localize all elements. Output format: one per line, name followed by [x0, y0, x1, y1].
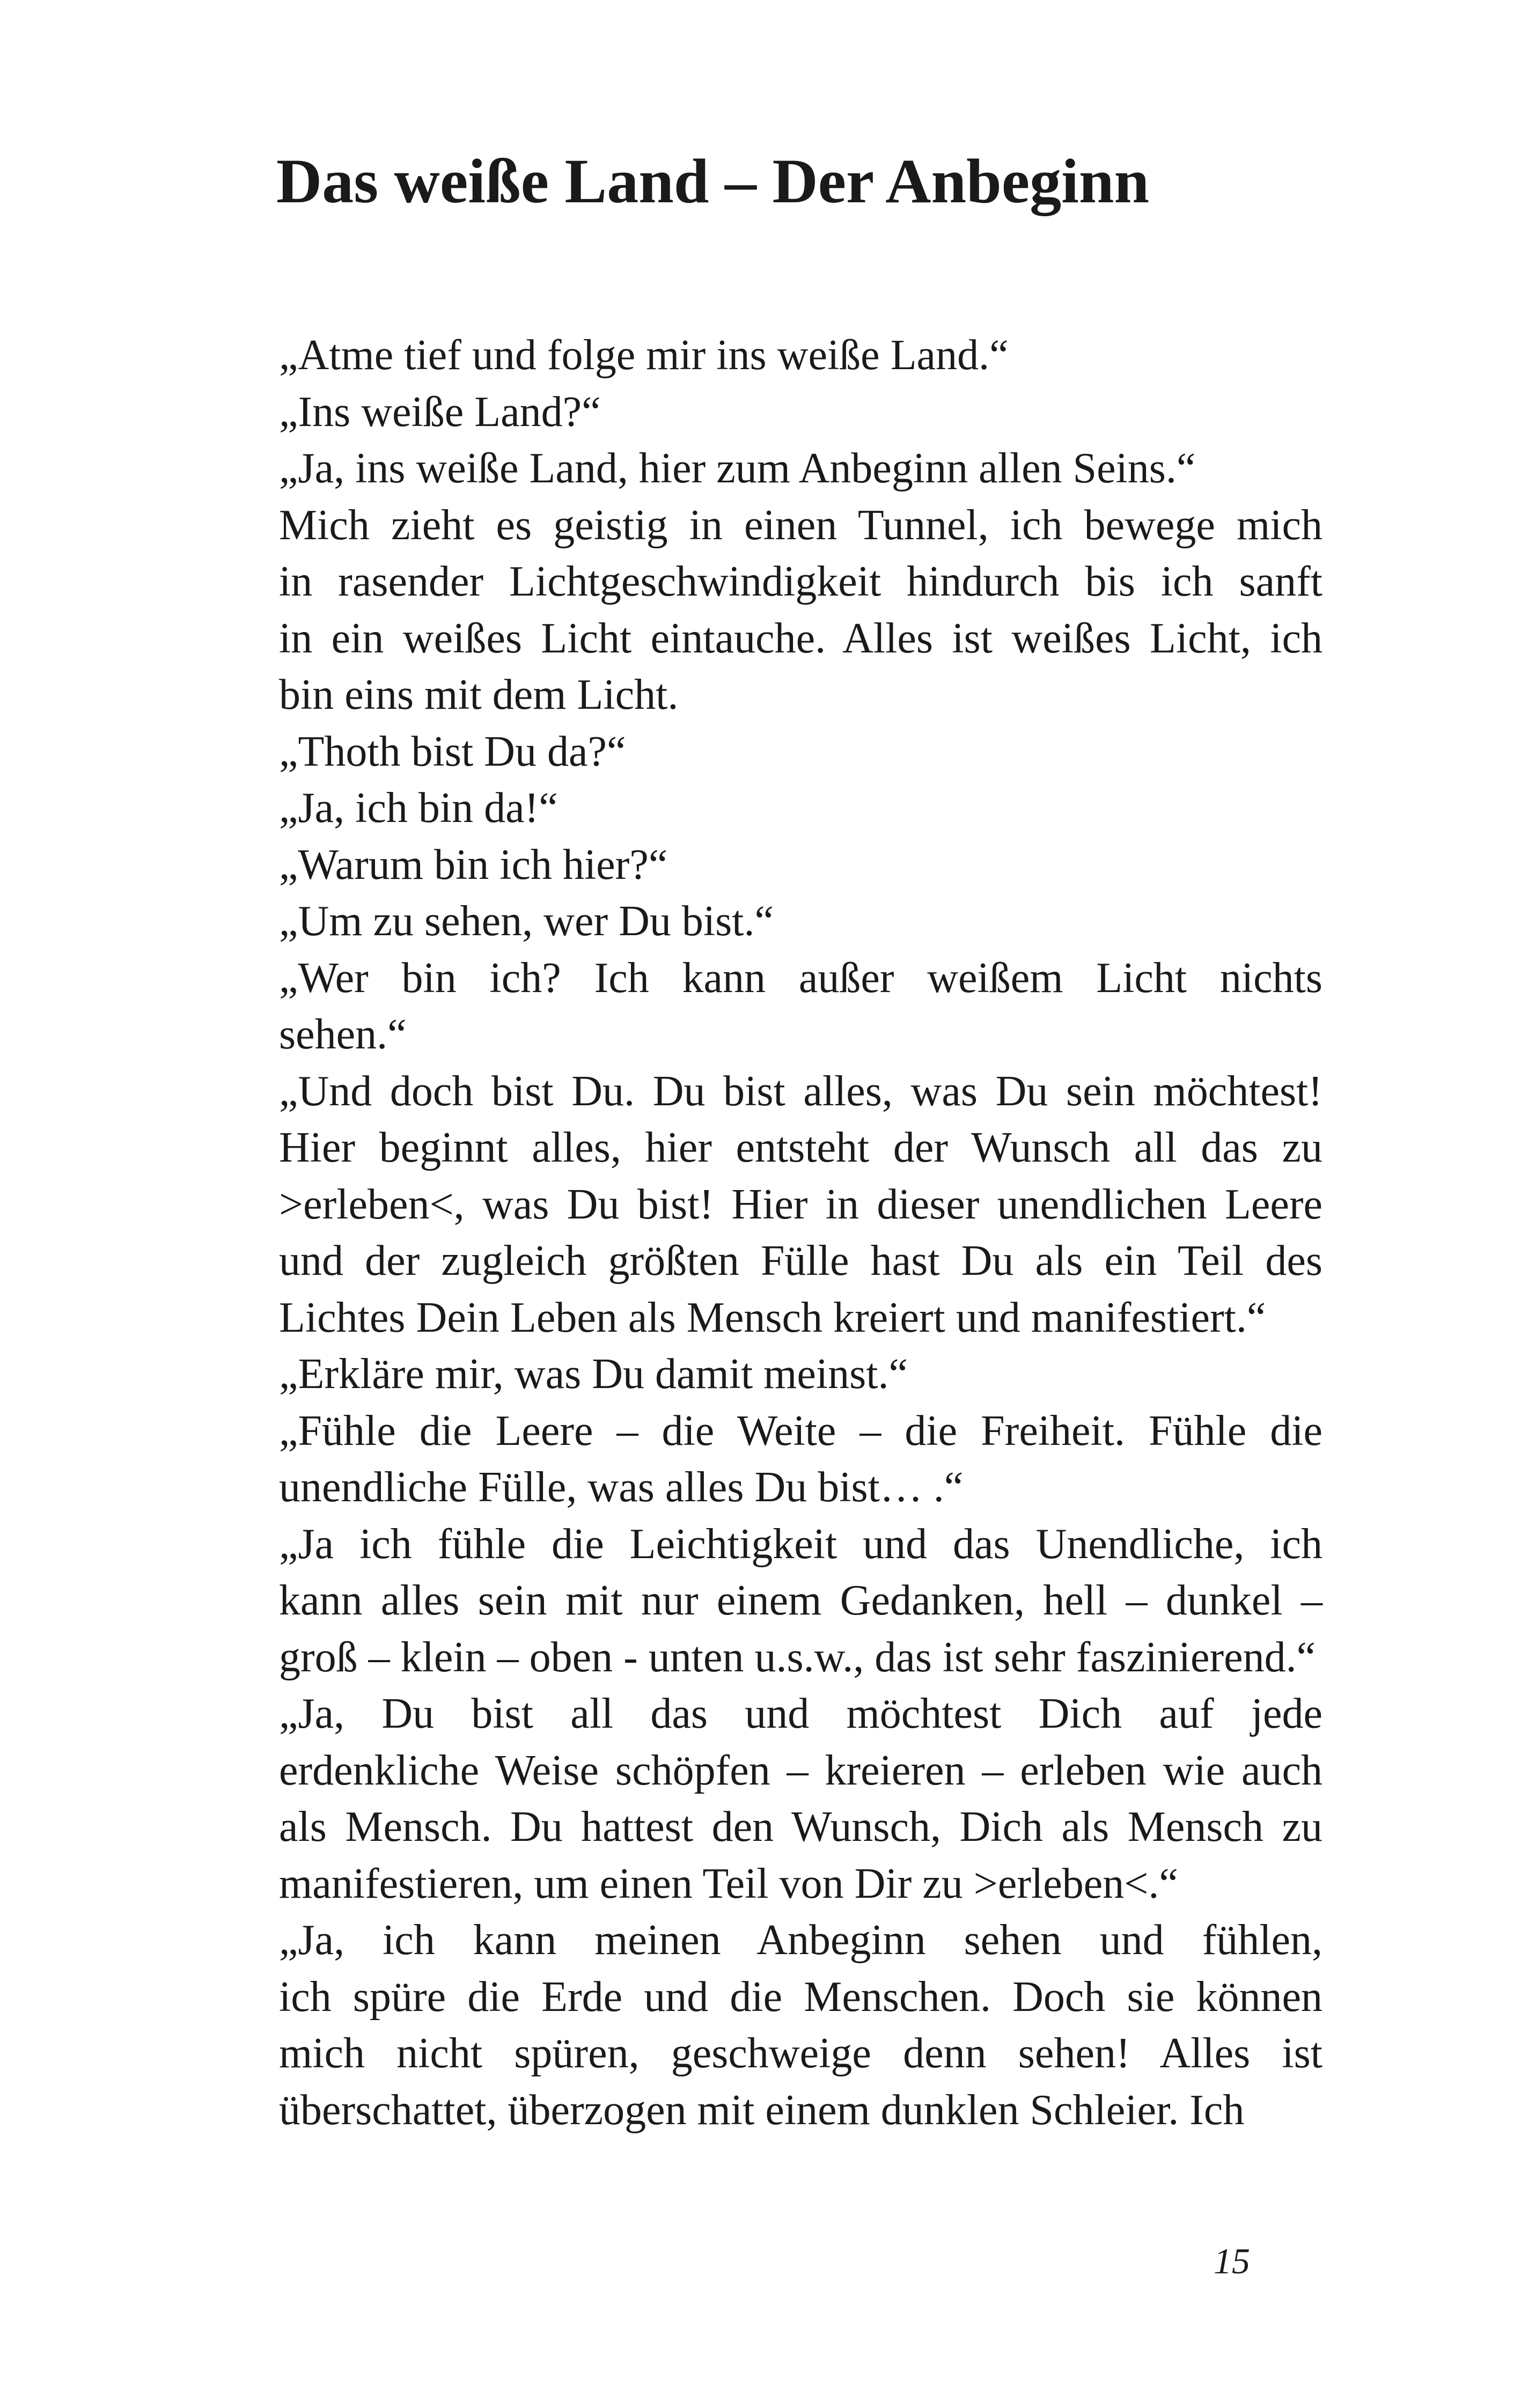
paragraph — [228, 893, 1322, 950]
paragraph — [228, 497, 1322, 724]
text-line: „Ja, ich bin da!“ — [279, 784, 558, 832]
paragraph — [228, 1912, 1322, 2139]
text-line: erdenkliche Weise schöpfen – kreieren – erleben wie auch — [279, 1746, 1322, 1794]
paragraph — [228, 1686, 1322, 1912]
text-line: „Um zu sehen, wer Du bist.“ — [279, 898, 774, 945]
text-line: in ein weißes Licht eintauche. Alles ist weißes Licht, ich — [279, 614, 1322, 662]
text-line: in rasender Lichtgeschwindigkeit hindurch bis ich sanft — [279, 558, 1322, 605]
text-line: „Erkläre mir, was Du damit meinst.“ — [279, 1350, 908, 1398]
paragraph — [228, 780, 1322, 837]
text-line: überschattet, überzogen mit einem dunklen Schleier. Ich — [279, 2086, 1245, 2134]
body-text — [228, 327, 1322, 2139]
text-line: kann alles sein mit nur einem Gedanken, hell – dunkel – — [279, 1577, 1322, 1624]
text-line: „Wer bin ich? Ich kann außer weißem Licht nichts — [279, 954, 1322, 1002]
paragraph — [228, 837, 1322, 894]
paragraph — [228, 1346, 1322, 1403]
text-line: Hier beginnt alles, hier entsteht der Wunsch all das zu — [279, 1124, 1322, 1171]
chapter-title: Das weiße Land – Der Anbeginn — [276, 146, 1150, 216]
text-line: sehen.“ — [279, 1011, 407, 1058]
text-line: und der zugleich größten Fülle hast Du als ein Teil des — [279, 1237, 1322, 1284]
text-line: „Thoth bist Du da?“ — [279, 728, 626, 775]
text-line: unendliche Fülle, was alles Du bist… .“ — [279, 1464, 964, 1511]
text-line: „Ja, ins weiße Land, hier zum Anbeginn allen Seins.“ — [279, 445, 1196, 492]
text-line: als Mensch. Du hattest den Wunsch, Dich als Mensch zu — [279, 1803, 1322, 1851]
paragraph — [228, 1516, 1322, 1686]
text-line: Mich zieht es geistig in einen Tunnel, ich bewege mich — [279, 501, 1322, 549]
text-line: „Warum bin ich hier?“ — [279, 841, 668, 889]
page-number: 15 — [1214, 2241, 1250, 2281]
paragraph — [228, 1403, 1322, 1516]
text-line: >erleben<, was Du bist! Hier in dieser unendlichen Leere — [279, 1180, 1322, 1228]
paragraph — [228, 950, 1322, 1063]
text-line: bin eins mit dem Licht. — [279, 671, 679, 718]
text-line: „Ja, ich kann meinen Anbeginn sehen und fühlen, — [279, 1917, 1322, 1964]
text-line: „Ins weiße Land?“ — [279, 388, 601, 436]
text-line: Lichtes Dein Leben als Mensch kreiert und manifestiert.“ — [279, 1294, 1266, 1341]
text-line: groß – klein – oben - unten u.s.w., das ist sehr faszinierend.“ — [279, 1633, 1316, 1681]
text-line: „Und doch bist Du. Du bist alles, was Du sein möchtest! — [279, 1067, 1322, 1115]
paragraph — [228, 441, 1322, 497]
paragraph — [228, 1063, 1322, 1347]
text-line: manifestieren, um einen Teil von Dir zu >erleben<.“ — [279, 1860, 1178, 1907]
paragraph — [228, 724, 1322, 781]
text-line: „Ja, Du bist all das und möchtest Dich auf jede — [279, 1690, 1322, 1737]
text-line: ich spüre die Erde und die Menschen. Doch sie können — [279, 1973, 1322, 2021]
paragraph — [228, 327, 1322, 384]
text-line: mich nicht spüren, geschweige denn sehen! Alles ist — [279, 2030, 1322, 2077]
text-line: „Atme tief und folge mir ins weiße Land.“ — [279, 332, 1009, 379]
text-line: „Ja ich fühle die Leichtigkeit und das Unendliche, ich — [279, 1520, 1322, 1568]
text-line: „Fühle die Leere – die Weite – die Freiheit. Fühle die — [279, 1407, 1322, 1455]
paragraph — [228, 384, 1322, 441]
